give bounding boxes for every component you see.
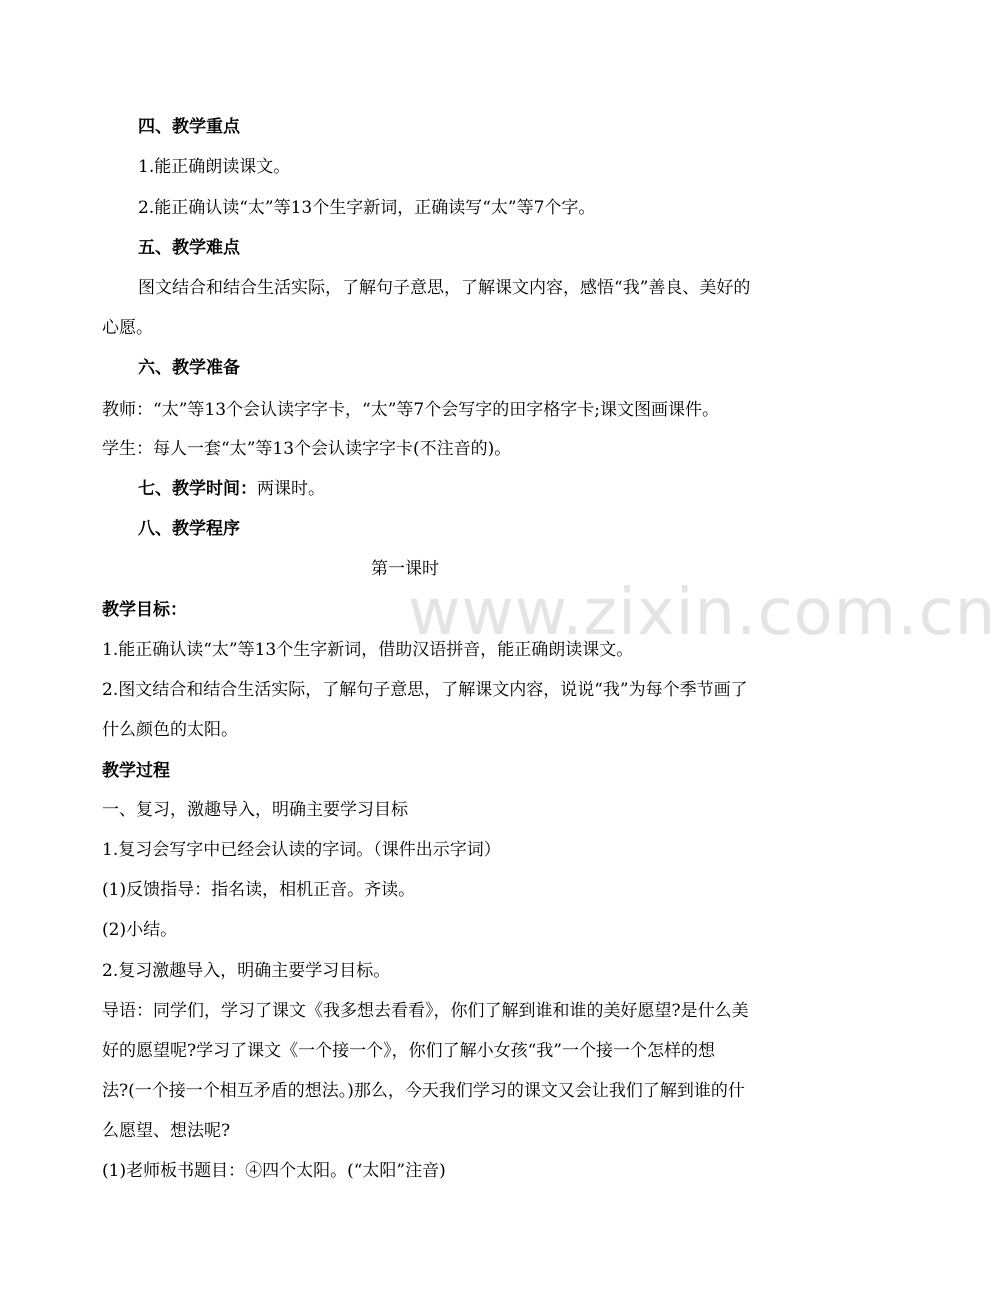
process-step: (1)反馈指导：指名读，相机正音。齐读。: [102, 880, 416, 900]
section-teaching-time: [138, 478, 325, 500]
process-step: 1.复习会写字中已经会认读的字词。（课件出示字词）: [102, 840, 501, 860]
goal-item: 1.能正确认读“太”等13个生字新词，借助汉语拼音，能正确朗读课文。: [102, 640, 634, 660]
key-point-item: 1.能正确朗读课文。: [138, 157, 291, 177]
section-heading-time: 七、教学时间：: [138, 479, 257, 499]
intro-paragraph: 好的愿望呢?学习了课文《一个接一个》，你们了解小女孩“我”一个接一个怎样的想: [102, 1041, 715, 1061]
section-heading-preparation: 六、教学准备: [138, 358, 240, 378]
process-heading: 教学过程: [102, 761, 170, 781]
goal-item: 什么颜色的太阳。: [102, 720, 238, 740]
section-heading-key-points: 四、教学重点: [138, 117, 240, 137]
section-heading-difficulties: 五、教学难点: [138, 238, 240, 258]
section-heading-procedure: 八、教学程序: [138, 519, 240, 539]
preparation-teacher: 教师：“太”等13个会认读字字卡，“太”等7个会写字的田字格字卡;课文图画课件。: [102, 400, 719, 420]
process-step: 2.复习激趣导入，明确主要学习目标。: [102, 961, 391, 981]
goals-heading: 教学目标：: [102, 600, 187, 620]
preparation-student: 学生：每人一套“太”等13个会认读字字卡(不注音的)。: [102, 439, 512, 459]
goal-item: 2.图文结合和结合生活实际，了解句子意思，了解课文内容，说说“我”为每个季节画了: [102, 680, 748, 700]
teaching-time-value: 两课时。: [257, 479, 325, 499]
difficulty-paragraph: 心愿。: [102, 318, 153, 338]
lesson-title: 第一课时: [371, 559, 439, 579]
process-step: (1)老师板书题目：④四个太阳。(“太阳”注音): [102, 1161, 446, 1181]
intro-paragraph: 么愿望、想法呢?: [102, 1121, 231, 1141]
process-step: 一、复习，激趣导入，明确主要学习目标: [102, 800, 408, 820]
intro-paragraph: 法?(一个接一个相互矛盾的想法。)那么，今天我们学习的课文又会让我们了解到谁的什: [102, 1081, 745, 1101]
key-point-item: 2.能正确认读“太”等13个生字新词，正确读写“太”等7个字。: [138, 198, 596, 218]
process-step: (2)小结。: [102, 920, 178, 940]
intro-paragraph: 导语：同学们，学习了课文《我多想去看看》，你们了解到谁和谁的美好愿望?是什么美: [102, 1001, 749, 1021]
watermark: www.zixin.com.cn: [408, 576, 996, 650]
difficulty-paragraph: 图文结合和结合生活实际，了解句子意思，了解课文内容，感悟“我”善良、美好的: [138, 278, 751, 298]
